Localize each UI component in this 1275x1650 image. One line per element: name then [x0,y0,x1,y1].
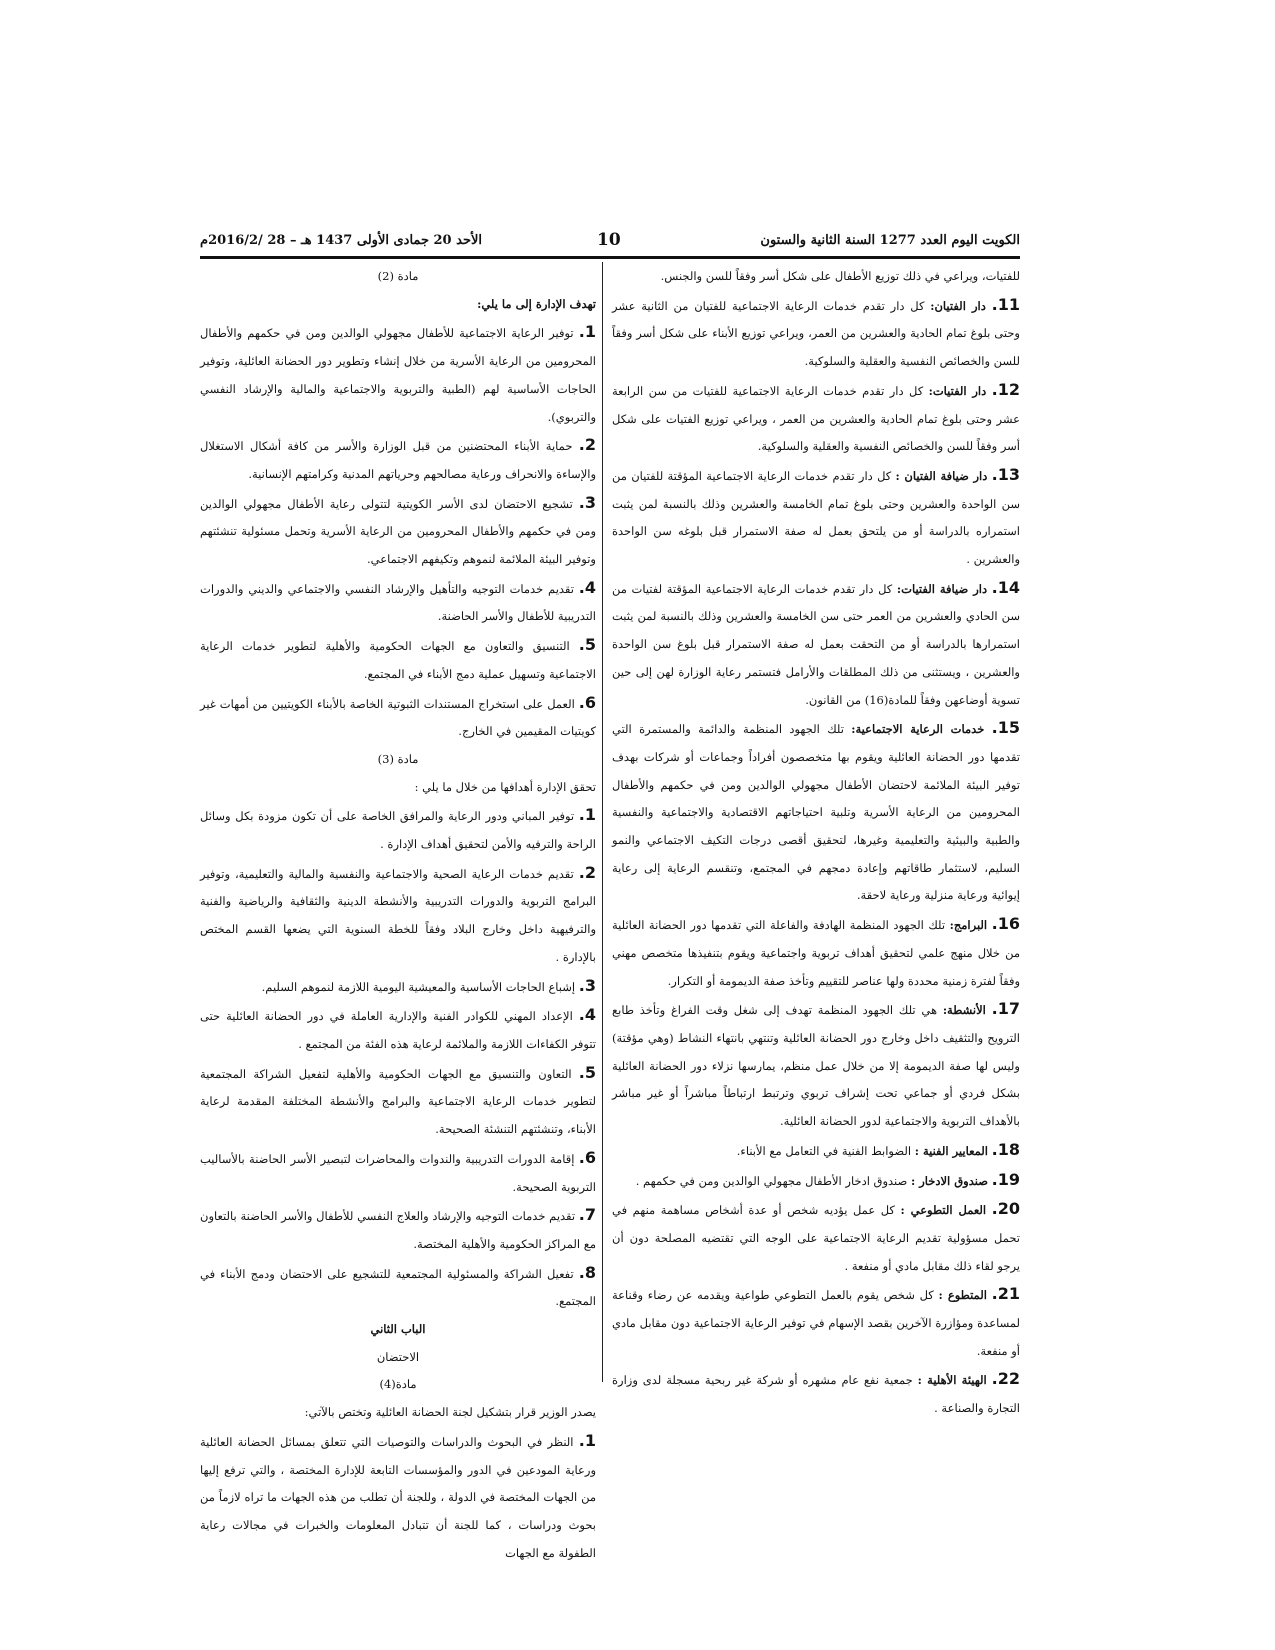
item-text: كل شخص يقوم بالعمل التطوعي طواعية ويقدمه عن رضاء وقناعة لمساعدة ومؤازرة الآخرين بقصد الإسهام في توفير الرعاية الاجتماعية دون مقابل مادي أو منفعة. [612,1288,1020,1358]
item-term: دار الفتيان: [930,298,986,313]
list-item [200,574,596,631]
item-term: المعايير الفنية : [914,1143,988,1158]
article-3-list [200,801,596,1316]
item-number: 7. [578,1205,597,1225]
item-term: الأنشطة: [942,1003,986,1018]
item-text: كل دار تقدم خدمات الرعاية الاجتماعية المؤقتة لفتيات من سن الحادي والعشرين من العمر حتى سن الخامسة والعشرين وذلك بالنسبة لمن يثبت استمرارها بالدراسة أو من التحقت بعمل له صفة الاستمرار قبل بلوغ سن الواحدة والعشرين ، ويستثنى من ذلك المطلقات والأرامل فتستمر رعاية الوزارة لهن إلى حين تسوية أوضاعهن وفقاً للمادة(16) من القانون. [612,581,1020,707]
item-number: 6. [578,1147,596,1167]
item-text: تشجيع الاحتضان لدى الأسر الكويتية لتتولى رعاية الأطفال مجهولي الوالدين ومن في حكمهم والأطفال المحرومين من الرعاية الأسرية وتحمل مسئولية تنشئتهم وتوفير البيئة الملائمة لنموهم وتكيفهم الاجتماعي. [200,496,596,567]
item-number: 1. [578,805,596,825]
left-column [200,263,596,1567]
list-item [612,714,1020,910]
item-text: تقديم خدمات التوجيه والتأهيل والإرشاد النفسي والاجتماعي والديني والدورات التدريبية للأطفال والأسر الحاضنة. [200,581,596,624]
item-text: توفير الرعاية الاجتماعية للأطفال مجهولي الوالدين ومن في حكمهم والأطفال المحرومين من الرعاية الأسرية من خلال إنشاء وتطوير دور الحضانة العائلية، وتوفير الحاجات الأساسية لهم (الطبية والتربوية والاجتماعية والمالية والإرشاد النفسي والتربوي). [200,326,596,424]
item-term: صندوق الادخار : [910,1173,988,1188]
item-term: خدمات الرعاية الاجتماعية: [851,722,985,737]
article-3-title: مادة (3) [377,751,419,766]
item-number: 17. [991,999,1021,1019]
item-number: 1. [578,1430,596,1450]
item-number: 20. [991,1199,1021,1219]
list-item [612,1195,1020,1280]
item-text: كل عمل يؤديه شخص أو عدة أشخاص مساهمة منهم في تحمل مسؤولية تقديم الرعاية الاجتماعية على الوجه التي تقتضيه المصلحة دون أن يرجو لقاء ذلك مقابل مادي أو منفعة . [612,1203,1020,1273]
item-text: الإعداد المهني للكوادر الفنية والإدارية العاملة في دور الحضانة العائلية حتى تتوفر الكفاءات اللازمة والملائمة لرعاية هذه الفئة من المجتمع . [200,1009,596,1051]
item-number: 2. [578,862,596,882]
definitions-list [612,291,1020,1423]
item-text: جمعية نفع عام مشهره أو شركة غير ربحية مسجلة لدى وزارة التجارة والصناعة . [612,1373,1020,1416]
list-item [200,689,596,746]
item-text: صندوق ادخار الأطفال مجهولي الوالدين ومن في حكمهم . [635,1173,911,1188]
header-issue-info: الكويت اليوم العدد 1277 السنة الثانية والستون [760,233,1020,248]
item-number: 2. [578,435,597,455]
continued-paragraph: للفتيات، ويراعي في ذلك توزيع الأطفال على شكل أسر وفقاً للسن والجنس. [660,269,1020,283]
list-item [200,318,596,431]
item-text: توفير المباني ودور الرعاية والمرافق الخاصة على أن تكون مزودة بكل وسائل الراحة والترفيه والأمن لتحقيق أهداف الإدارة . [200,809,596,852]
list-item [200,631,596,688]
item-term: المتطوع : [938,1288,987,1303]
list-item [200,489,596,574]
list-item [612,291,1020,376]
item-number: 12. [991,379,1021,399]
item-text: هي تلك الجهود المنظمة تهدف إلى شغل وقت الفراغ وتأخذ طابع الترويح والتثقيف داخل وخارج دور الحضانة العائلية وتنتهي بانتهاء النشاط (وهي مؤقتة) وليس لها صفة الديمومة إلا من خلال عمل منظم، يمارسها نزلاء دور الحضانة العائلية بشكل فردي أو جماعي تحت إشراف تربوي وترتبط ارتباطاً مباشراً أو غير مباشر بالأهداف التربوية والاجتماعية لدور الحضانة العائلية. [612,1003,1020,1129]
chapter-title: الباب الثاني [370,1322,426,1337]
article-3-intro: تحقق الإدارة أهدافها من خلال ما يلي : [414,779,596,794]
item-number: 3. [578,492,597,512]
item-text: التنسيق والتعاون مع الجهات الحكومية والأهلية لتطوير خدمات الرعاية الاجتماعية وتسهيل عملية دمج الأبناء في المجتمع. [200,639,596,681]
article-2-list [200,318,596,746]
item-text: حماية الأبناء المحتضنين من قبل الوزارة والأسر من كافة أشكال الاستغلال والإساءة والانحراف ورعاية مصالحهم وحرياتهم المدنية وكرامتهم الإنسانية. [200,439,596,481]
item-number: 1. [578,322,596,342]
article-4-intro: يصدر الوزير قرار بتشكيل لجنة الحضانة العائلية وتختص بالآتي: [304,1405,596,1420]
list-item [200,859,596,972]
item-term: العمل التطوعي : [900,1203,987,1218]
list-item [612,376,1020,461]
item-text: كل دار تقدم خدمات الرعاية الاجتماعية للفتيات من سن الرابعة عشر وحتى بلوغ تمام الحادية والعشرين من العمر ، ويراعي توزيع الفتيات على شكل أسر وفقاً للسن والخصائص النفسية والعقلية والسلوكية. [612,383,1020,454]
item-number: 6. [578,692,596,712]
item-number: 16. [991,914,1020,934]
item-text: تلك الجهود المنظمة الهادفة والفاعلة التي تقدمها دور الحضانة العائلية من خلال منهج علمي لتحقيق أهداف تربوية واجتماعية ويقوم بتنفيذها متخصص مهني وفقاً لفترة زمنية محددة ولها عناصر للتقييم وتأخذ صفة الديمومة أو التكرار. [612,918,1020,988]
item-term: دار الفتيات: [928,383,987,398]
page-header [200,230,1020,256]
right-column [612,263,1020,1423]
item-number: 5. [578,1062,597,1082]
item-text: إقامة الدورات التدريبية والندوات والمحاضرات لتبصير الأسر الحاضنة بالأساليب التربوية الصحيحة. [200,1151,596,1194]
item-text: تقديم خدمات التوجيه والإرشاد والعلاج النفسي للأطفال والأسر الحاضنة بالتعاون مع المراكز الحكومية والأهلية المختصة. [200,1209,596,1251]
list-item [200,1144,596,1201]
header-date: الأحد 20 جمادى الأولى 1437 هـ – 28 /2016/2م [200,233,483,248]
item-text: تقديم خدمات الرعاية الصحية والاجتماعية والنفسية والمالية والتعليمية، وتوفير البرامج التربوية والدورات التدريبية والأنشطة الدينية والثقافية والرياضية والفنية والترفيهية داخل وخارج البلاد وفقاً للخطة السنوية التي يضعها القسم المختص بالإدارة . [200,866,596,964]
item-text: العمل على استخراج المستندات الثبوتية الخاصة بالأبناء الكويتيين من أمهات غير كويتيات المقيمين في الخارج. [200,696,596,739]
list-item [200,801,596,858]
item-term: البرامج: [949,918,988,933]
item-number: 3. [578,975,596,995]
item-term: الهيئة الأهلية : [917,1373,987,1388]
list-item [612,1136,1020,1166]
page-number: 10 [597,230,621,250]
item-number: 11. [991,294,1020,314]
item-term: دار ضيافة الفتيات: [896,581,988,596]
item-number: 13. [991,464,1021,484]
item-number: 15. [991,718,1021,738]
article-2-intro: تهدف الإدارة إلى ما يلي: [477,296,596,311]
list-item [200,1059,596,1144]
item-number: 14. [991,577,1021,597]
item-number: 21. [991,1284,1020,1304]
item-text: تفعيل الشراكة والمسئولية المجتمعية للتشجيع على الاحتضان ودمج الأبناء في المجتمع. [200,1266,596,1309]
list-item [612,995,1020,1136]
list-item [200,1001,596,1058]
list-item [200,1201,596,1258]
list-item [612,910,1020,995]
item-text: كل دار تقدم خدمات الرعاية الاجتماعية للفتيان من الثانية عشر وحتى بلوغ تمام الحادية والعشرين من العمر، ويراعي توزيع الأبناء على شكل أسر وفقاً للسن والخصائص النفسية والعقلية والسلوكية. [612,298,1020,369]
item-number: 5. [578,635,596,655]
article-4-title: مادة(4) [379,1377,417,1392]
list-item [612,574,1020,715]
item-number: 4. [578,1005,596,1025]
item-number: 4. [578,577,597,597]
list-item [200,972,596,1002]
item-number: 8. [578,1262,597,1282]
header-rule [200,256,1020,259]
item-text: كل دار تقدم خدمات الرعاية الاجتماعية المؤقتة للفتيان من سن الواحدة والعشرين وحتى بلوغ تمام الخامسة والعشرين وذلك بالنسبة لمن يثبت استمراره بالدراسة أو من يلتحق بعمل له صفة الاستمرار قبل بلوغه سن الواحدة والعشرين . [612,468,1020,567]
article-4-list [200,1427,596,1568]
item-number: 22. [991,1369,1020,1389]
list-item [612,1365,1020,1422]
list-item [200,1427,596,1568]
list-item [200,1259,596,1316]
article-2-title: مادة (2) [377,269,419,283]
chapter-subtitle: الاحتضان [376,1349,420,1364]
list-item [612,461,1020,574]
item-number: 19. [991,1169,1020,1189]
item-number: 18. [991,1139,1020,1159]
item-term: دار ضيافة الفتيان : [895,468,988,483]
item-text: التعاون والتنسيق مع الجهات الحكومية والأهلية لتفعيل الشراكة المجتمعية لتطوير خدمات الرعاية الاجتماعية والبرامج والأنشطة المختلفة المقدمة لرعاية الأبناء، وتنشئتهم التنشئة الصحيحة. [200,1066,596,1137]
item-text: إشباع الحاجات الأساسية والمعيشية اليومية اللازمة لنموهم السليم. [261,979,576,994]
item-text: النظر في البحوث والدراسات والتوصيات التي تتعلق بمسائل الحضانة العائلية ورعاية المودعين في الدور والمؤسسات التابعة للإدارة المختصة ، والتي ترفع إليها من الجهات المختصة في الدولة ، وللجنة أن تطلب من هذه الجهات ما تراه لازماً من بحوث ودراسات ، كما للجنة أن تتبادل المعلومات والخبرات في مجالات رعاية الطفولة مع الجهات [200,1434,596,1560]
list-item [612,1166,1020,1196]
list-item [200,431,596,488]
item-text: الضوابط الفنية في التعامل مع الأبناء. [736,1143,915,1158]
column-divider [602,262,603,1382]
list-item [612,1280,1020,1365]
item-text: تلك الجهود المنظمة والدائمة والمستمرة التي تقدمها دور الحضانة العائلية ويقوم بها متخصصون أفراداً وجماعات أو شركات بهدف توفير البيئة الملائمة لاحتضان الأطفال مجهولي الوالدين ومن في حكمهم والأطفال المحرومين من الرعاية الأسرية وتلبية احتياجاتهم الاقتصادية والاجتماعية والنفسية والطبية والبيئية والتعليمية وغيرها، لتحقيق أقصى درجات التكيف الاجتماعي والنمو السليم، لاستثمار طاقاتهم وإعادة دمجهم في المجتمع، وتنقسم الرعاية إلى رعاية إيوائية ورعاية منزلية ورعاية لاحقة. [612,722,1020,903]
